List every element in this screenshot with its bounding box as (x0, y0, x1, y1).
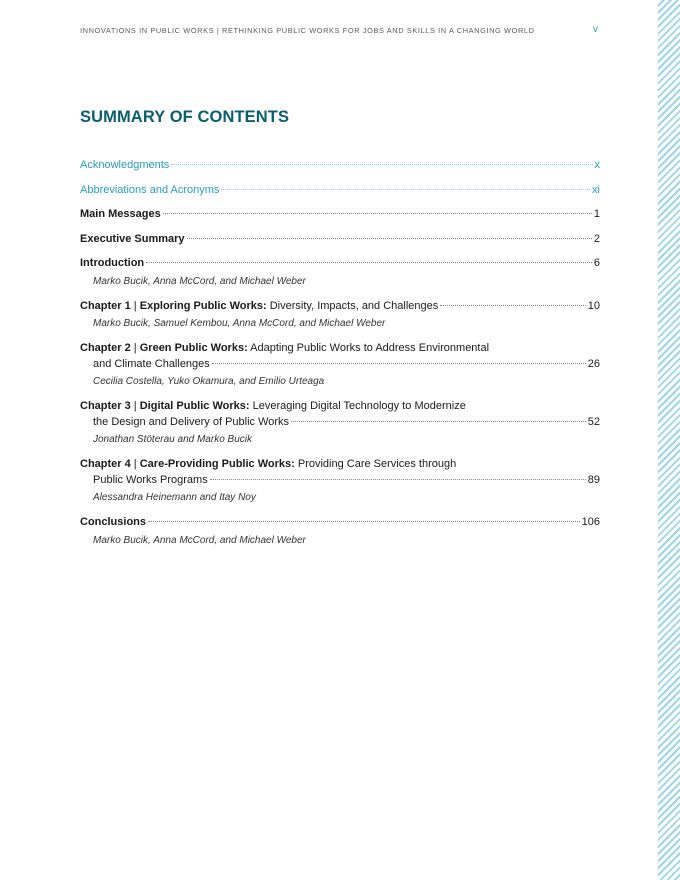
dot-leader (221, 189, 590, 190)
chapter-number: Chapter 4 (80, 458, 131, 470)
chapter-separator: | (130, 400, 140, 412)
chapter-separator: | (130, 299, 140, 312)
toc-entry-abbreviations[interactable] (80, 183, 600, 199)
running-head: INNOVATIONS IN PUBLIC WORKS | RETHINKING PUBLIC WORKS FOR JOBS AND SKILLS IN A CHANGING WORLD (80, 26, 535, 35)
toc-entry-executive-summary[interactable] (80, 232, 600, 248)
chapter-title[interactable]: Exploring Public Works: (139, 299, 267, 312)
dot-leader (163, 213, 592, 214)
toc-label[interactable]: Executive Summary (80, 232, 185, 245)
toc-label[interactable]: Acknowledgments (80, 159, 170, 171)
chapter-title[interactable]: Green Public Works: (139, 342, 248, 354)
decorative-stripe-border (658, 0, 680, 880)
toc-page-number[interactable]: 106 (581, 516, 600, 528)
dot-leader (291, 421, 586, 422)
toc-page-number[interactable]: 1 (593, 208, 600, 220)
dot-leader (210, 479, 586, 480)
toc-page-number[interactable]: 52 (587, 415, 600, 428)
page-number: v (593, 24, 598, 35)
chapter-separator: | (130, 458, 140, 470)
chapter-subtitle-continued[interactable]: Public Works Programs (93, 473, 208, 486)
toc-page-number[interactable]: x (594, 159, 600, 171)
toc-authors: Jonathan Stöterau and Marko Bucik (93, 434, 252, 445)
chapter-subtitle[interactable]: Providing Care Services through (294, 458, 457, 470)
table-of-contents (80, 158, 600, 548)
toc-authors: Alessandra Heinemann and Itay Noy (93, 492, 256, 503)
toc-authors: Marko Bucik, Anna McCord, and Michael Weber (93, 534, 306, 546)
toc-page-number[interactable]: 89 (587, 473, 600, 486)
toc-label[interactable]: Introduction (80, 257, 145, 269)
toc-entry-main-messages[interactable] (80, 207, 600, 223)
dot-leader (146, 262, 592, 263)
chapter-subtitle[interactable]: Diversity, Impacts, and Challenges (266, 299, 439, 312)
toc-authors: Marko Bucik, Anna McCord, and Michael Weber (93, 275, 306, 287)
toc-entry-conclusions[interactable] (80, 515, 600, 548)
chapter-subtitle-continued[interactable]: the Design and Delivery of Public Works (93, 415, 290, 428)
chapter-title[interactable]: Care-Providing Public Works: (139, 458, 295, 470)
toc-entry-chapter-3[interactable] (80, 399, 600, 447)
toc-page-number[interactable]: 26 (587, 357, 600, 370)
dot-leader (187, 238, 592, 239)
toc-authors: Marko Bucik, Samuel Kembou, Anna McCord, and Michael Weber (93, 318, 386, 329)
toc-authors: Cecilia Costella, Yuko Okamura, and Emilio Urteaga (93, 376, 325, 387)
toc-page-number[interactable]: 6 (593, 257, 600, 269)
dot-leader (171, 164, 592, 165)
toc-label[interactable]: Main Messages (80, 208, 161, 220)
toc-entry-acknowledgments[interactable] (80, 158, 600, 174)
dot-leader (440, 305, 585, 306)
toc-entry-chapter-2[interactable] (80, 341, 600, 389)
toc-entry-chapter-1[interactable] (80, 299, 600, 332)
toc-page-number[interactable]: 2 (593, 232, 600, 245)
dot-leader (148, 521, 580, 522)
dot-leader (212, 363, 586, 364)
chapter-number: Chapter 1 (80, 299, 131, 312)
toc-page-number[interactable]: 10 (587, 299, 600, 312)
page-title: SUMMARY OF CONTENTS (80, 108, 290, 126)
chapter-number: Chapter 3 (80, 400, 131, 412)
toc-label[interactable]: Conclusions (80, 516, 147, 528)
chapter-number: Chapter 2 (80, 342, 131, 354)
chapter-title[interactable]: Digital Public Works: (139, 400, 250, 412)
toc-label[interactable]: Abbreviations and Acronyms (80, 183, 220, 196)
chapter-separator: | (130, 342, 140, 354)
chapter-subtitle-continued[interactable]: and Climate Challenges (93, 357, 210, 370)
chapter-subtitle[interactable]: Leveraging Digital Technology to Modernize (249, 400, 466, 412)
toc-page-number[interactable]: xi (592, 183, 600, 196)
toc-entry-introduction[interactable] (80, 256, 600, 289)
chapter-subtitle[interactable]: Adapting Public Works to Address Environmental (247, 342, 490, 354)
toc-entry-chapter-4[interactable] (80, 457, 600, 505)
